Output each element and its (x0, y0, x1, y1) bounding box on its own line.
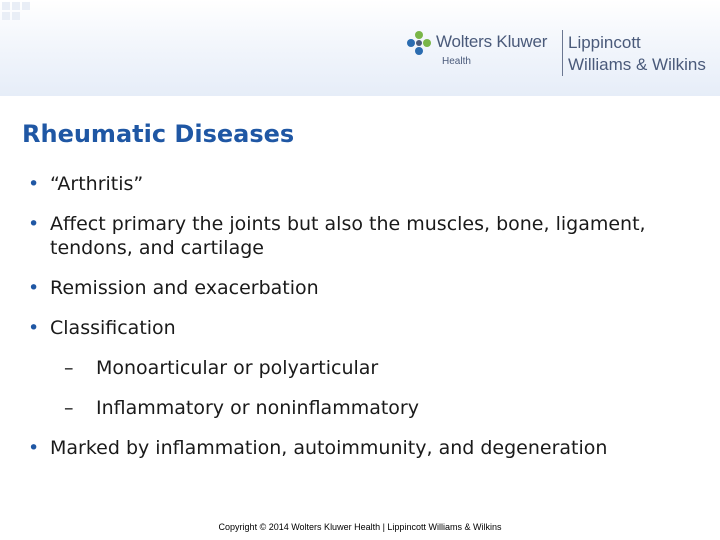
bullet-text: Classification (50, 317, 176, 339)
bullet-item (28, 436, 708, 460)
bullet-list (28, 172, 708, 476)
sub-bullet-item (28, 356, 708, 380)
bullet-item (28, 276, 708, 300)
logo-divider (562, 30, 563, 76)
header-band (0, 0, 720, 96)
sub-bullet-marker: – (64, 397, 74, 419)
bullet-text: Marked by inflammation, autoimmunity, and degeneration (50, 437, 608, 459)
bullet-item (28, 212, 708, 260)
slide-title: Rheumatic Diseases (22, 120, 295, 148)
bullet-marker: • (28, 213, 40, 235)
bullet-item (28, 316, 708, 340)
wolters-kluwer-logo-icon (406, 30, 432, 56)
corner-decoration (0, 0, 50, 20)
bullet-item (28, 172, 708, 196)
bullet-marker: • (28, 437, 40, 459)
logo-brand-text: Wolters Kluwer (436, 32, 548, 51)
sub-bullet-item (28, 396, 708, 420)
logo-partner-line2: Williams & Wilkins (568, 55, 706, 74)
sub-bullet-marker: – (64, 357, 74, 379)
sub-bullet-text: Monoarticular or polyarticular (96, 357, 379, 379)
bullet-marker: • (28, 173, 40, 195)
sub-bullet-text: Inflammatory or noninflammatory (96, 397, 419, 419)
logo-division-text: Health (442, 56, 471, 67)
bullet-marker: • (28, 277, 40, 299)
logo-partner-line1: Lippincott (568, 33, 641, 52)
bullet-text: “Arthritis” (50, 173, 144, 195)
bullet-marker: • (28, 317, 40, 339)
publisher-logo (406, 28, 716, 80)
bullet-text: Affect primary the joints but also the muscles, bone, ligament, tendons, and cartilage (50, 213, 646, 259)
bullet-text: Remission and exacerbation (50, 277, 319, 299)
copyright-footer: Copyright © 2014 Wolters Kluwer Health | Lippincott Williams & Wilkins (218, 522, 502, 532)
